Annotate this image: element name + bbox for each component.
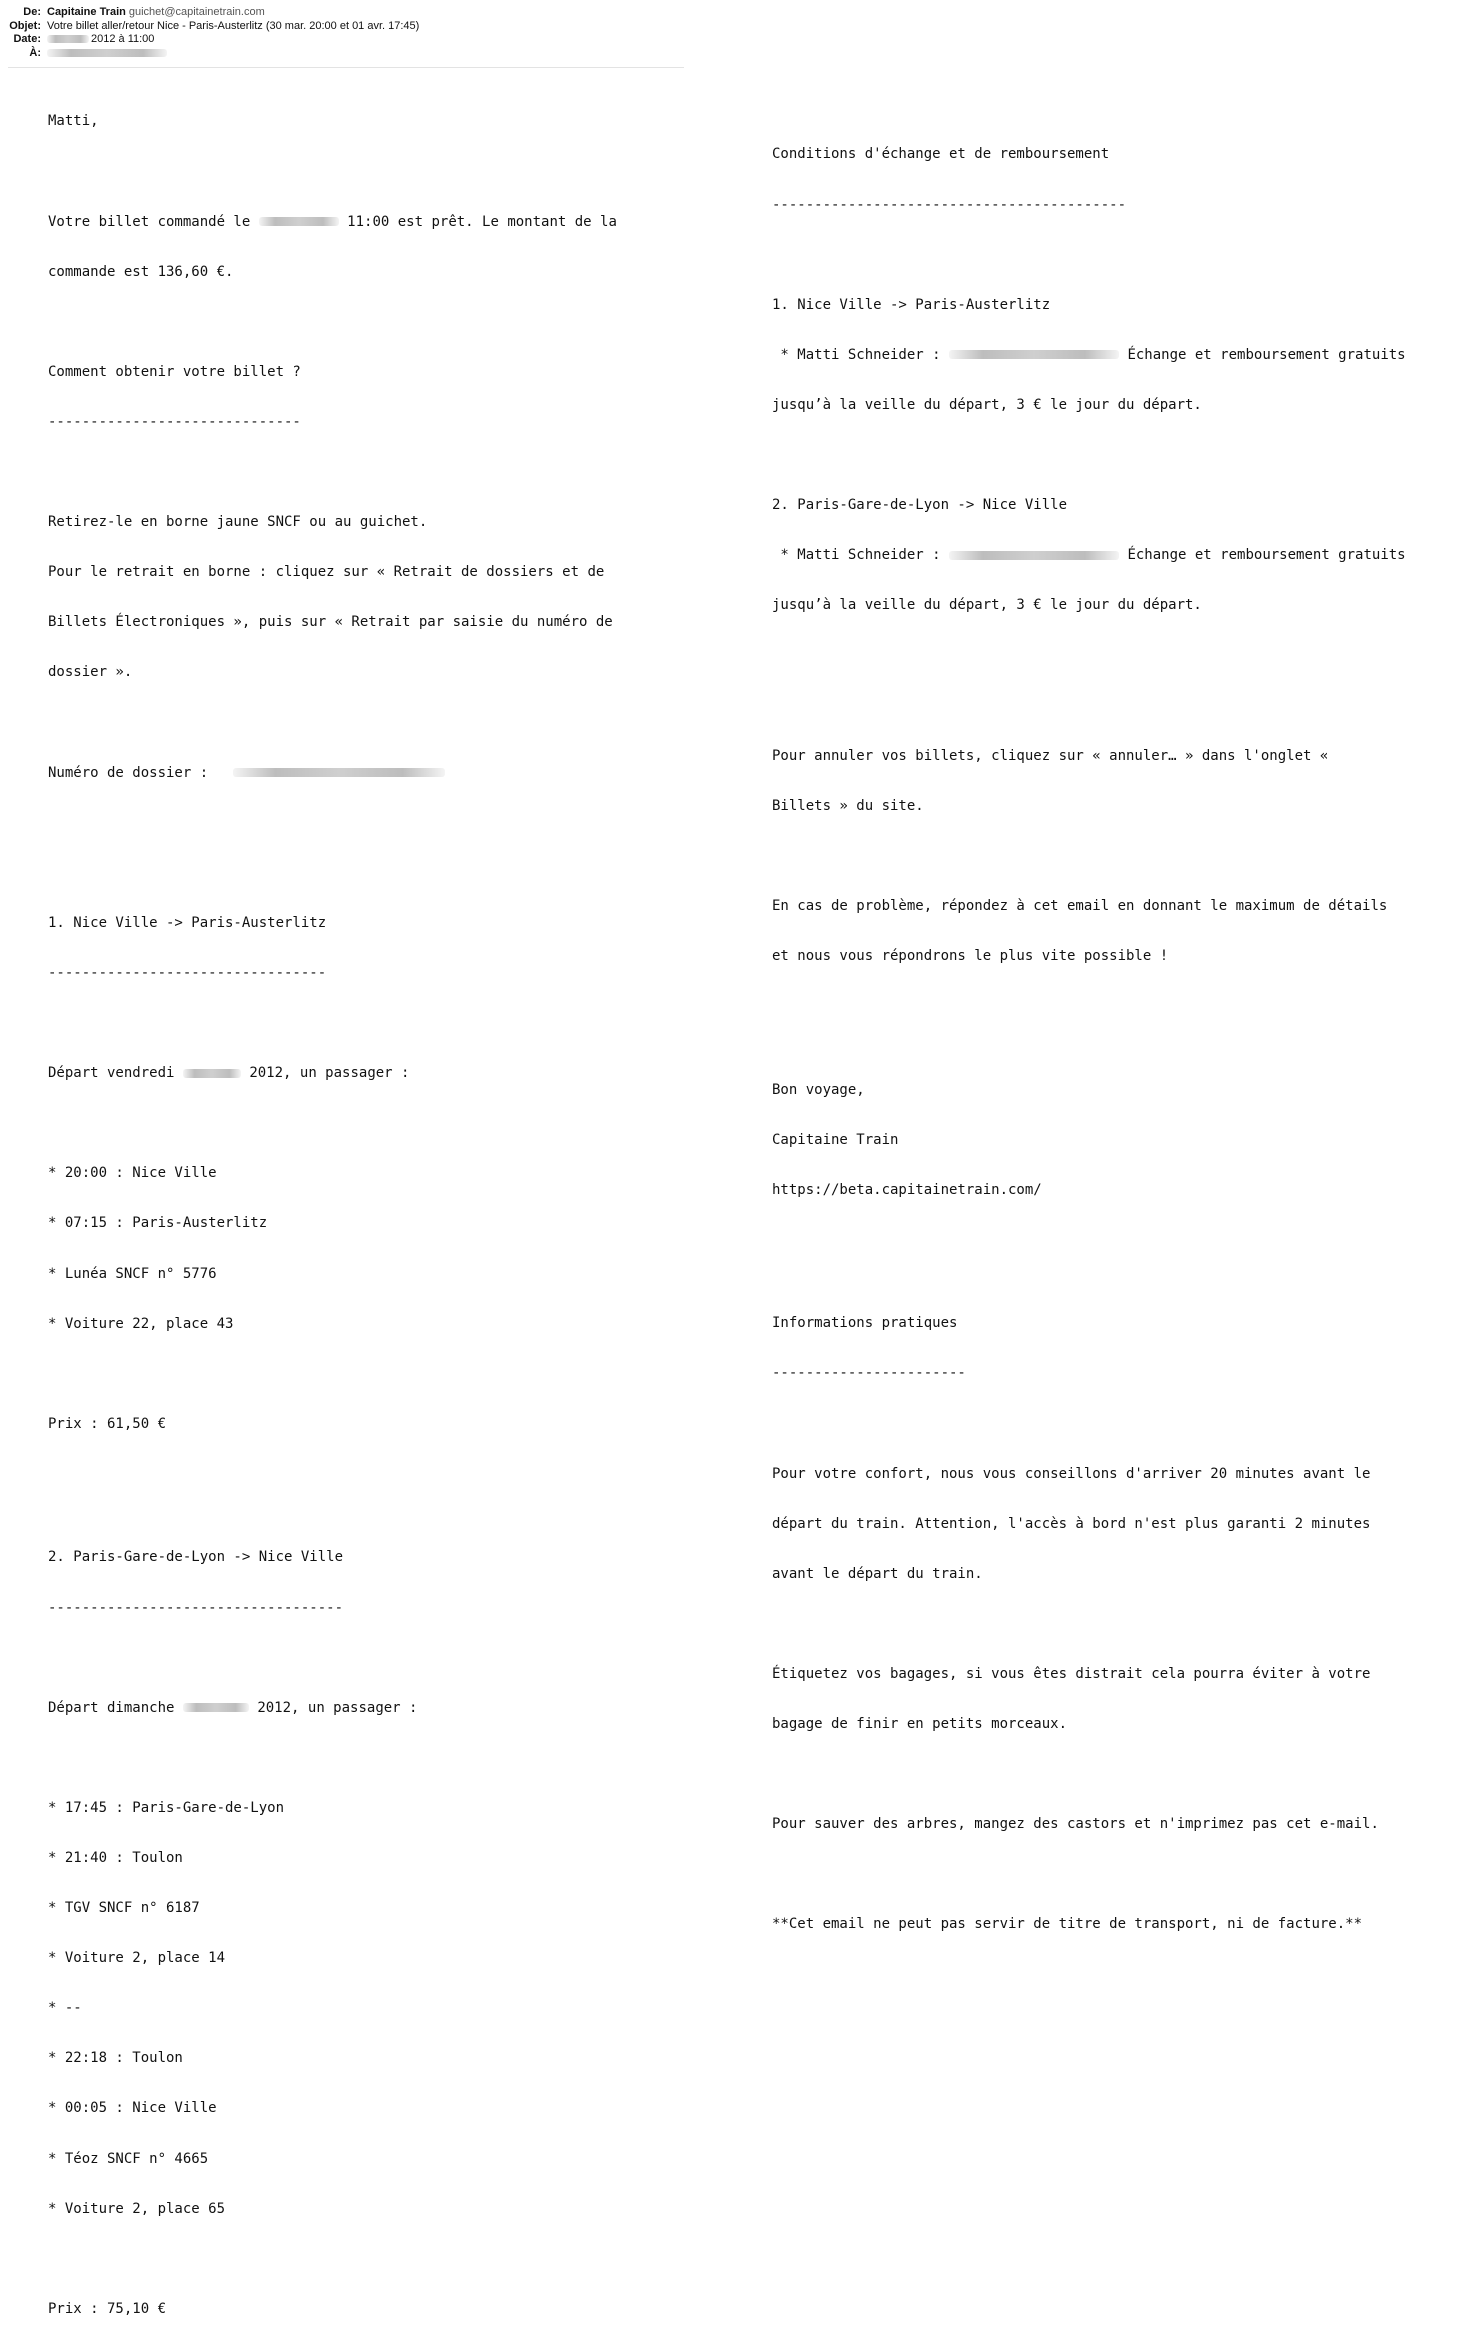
trip-2-item: * 00:05 : Nice Ville	[48, 2100, 217, 2117]
header-divider	[8, 67, 684, 68]
trip-2-item: * 21:40 : Toulon	[48, 1850, 183, 1867]
trip-1-item: * 07:15 : Paris-Austerlitz	[48, 1215, 268, 1232]
trip-2-rule: -----------------------------------	[48, 1599, 344, 1616]
date-value	[47, 33, 154, 47]
signoff-bon-voyage: Bon voyage,	[772, 1081, 865, 1098]
how-rule: ------------------------------	[48, 413, 301, 430]
problem-line-2: et nous vous répondrons le plus vite possible !	[772, 947, 1169, 964]
trip-1-title: 1. Nice Ville -> Paris-Austerlitz	[48, 914, 327, 931]
condition-2-text: jusqu’à la veille du départ, 3 € le jour du départ.	[772, 597, 1202, 614]
from-label: De:	[23, 6, 41, 18]
cancel-line-2: Billets » du site.	[772, 797, 924, 814]
trip-1-item: * 20:00 : Nice Ville	[48, 1165, 217, 1182]
trip-2-price: Prix : 75,10 €	[48, 2300, 167, 2317]
trip-2-depart: Départ dimanche 2012, un passager :	[48, 1699, 418, 1716]
condition-2-title: 2. Paris-Gare-de-Lyon -> Nice Ville	[772, 497, 1068, 514]
info-title: Informations pratiques	[772, 1315, 958, 1332]
sender[interactable]	[47, 6, 265, 20]
dossier-number: Numéro de dossier :	[48, 765, 617, 782]
redacted-recipient	[47, 49, 167, 57]
confort-line-2: départ du train. Attention, l'accès à bord n'est plus garanti 2 minutes	[772, 1515, 1371, 1532]
redacted-trip-2-date	[183, 1703, 249, 1712]
cancel-line-1: Pour annuler vos billets, cliquez sur « annuler… » dans l'onglet «	[772, 747, 1329, 764]
condition-1-text: jusqu’à la veille du départ, 3 € le jour du départ.	[772, 396, 1202, 413]
email-body-right	[772, 113, 1406, 1950]
conditions-rule: ------------------------------------------	[772, 196, 1127, 213]
sender-email[interactable]: guichet@capitainetrain.com	[128, 6, 265, 18]
trip-2-item: * Téoz SNCF n° 4665	[48, 2150, 209, 2167]
email-body-left	[48, 80, 617, 2334]
trip-1-item: * Lunéa SNCF n° 5776	[48, 1265, 217, 1282]
condition-1-passenger: * Matti Schneider : Échange et remboursement gratuits	[772, 346, 1406, 363]
trip-2-item: * 17:45 : Paris-Gare-de-Lyon	[48, 1799, 285, 1816]
redacted-ticket-number	[949, 350, 1119, 359]
trip-1-depart: Départ vendredi 2012, un passager :	[48, 1065, 410, 1082]
redacted-trip-1-date	[183, 1069, 241, 1078]
how-line-3: Billets Électroniques », puis sur « Retrait par saisie du numéro de	[48, 614, 613, 631]
recipient	[47, 47, 167, 61]
trip-2-item: * 22:18 : Toulon	[48, 2050, 183, 2067]
how-title: Comment obtenir votre billet ?	[48, 363, 301, 380]
confort-line-3: avant le départ du train.	[772, 1565, 983, 1582]
order-line-2: commande est 136,60 €.	[48, 263, 234, 280]
trip-2-title: 2. Paris-Gare-de-Lyon -> Nice Ville	[48, 1549, 344, 1566]
to-row	[0, 47, 690, 61]
to-label: À:	[29, 46, 41, 59]
condition-1-title: 1. Nice Ville -> Paris-Austerlitz	[772, 296, 1051, 313]
arbres-line: Pour sauver des arbres, mangez des castors et n'imprimez pas cet e-mail.	[772, 1816, 1379, 1833]
trip-1-rule: ---------------------------------	[48, 965, 327, 982]
condition-2-passenger: * Matti Schneider : Échange et remboursement gratuits	[772, 547, 1406, 564]
problem-line-1: En cas de problème, répondez à cet email en donnant le maximum de détails	[772, 897, 1388, 914]
how-line-4: dossier ».	[48, 664, 133, 681]
trip-2-item: * --	[48, 2000, 82, 2017]
bagages-line-2: bagage de finir en petits morceaux.	[772, 1716, 1068, 1733]
date-text: 2012 à 11:00	[91, 33, 155, 45]
bagages-line-1: Étiquetez vos bagages, si vous êtes distrait cela pourra éviter à votre	[772, 1665, 1371, 1682]
email-header	[0, 6, 690, 60]
trip-2-item: * TGV SNCF n° 6187	[48, 1900, 200, 1917]
date-label: Date:	[13, 33, 41, 45]
redacted-date	[47, 35, 89, 43]
trip-2-item: * Voiture 2, place 65	[48, 2200, 226, 2217]
signoff-company: Capitaine Train	[772, 1131, 899, 1148]
sender-name: Capitaine Train	[47, 6, 126, 18]
order-line-1: Votre billet commandé le 11:00 est prêt. Le montant de la	[48, 213, 617, 230]
redacted-dossier-number	[233, 768, 445, 777]
info-rule: -----------------------	[772, 1365, 966, 1382]
subject-row	[0, 20, 690, 34]
redacted-order-date	[259, 217, 339, 226]
trip-1-price: Prix : 61,50 €	[48, 1415, 167, 1432]
conditions-title: Conditions d'échange et de remboursement	[772, 146, 1110, 163]
greeting: Matti,	[48, 113, 99, 130]
how-line-1: Retirez-le en borne jaune SNCF ou au guichet.	[48, 514, 428, 531]
confort-line-1: Pour votre confort, nous vous conseillons d'arriver 20 minutes avant le	[772, 1465, 1371, 1482]
from-row	[0, 6, 690, 20]
trip-2-item: * Voiture 2, place 14	[48, 1950, 226, 1967]
subject-label: Objet:	[9, 19, 41, 32]
disclaimer-line: **Cet email ne peut pas servir de titre de transport, ni de facture.**	[772, 1916, 1363, 1933]
signoff-url-link[interactable]: https://beta.capitainetrain.com/	[772, 1181, 1042, 1198]
date-row	[0, 33, 690, 47]
subject-text: Votre billet aller/retour Nice - Paris-Austerlitz (30 mar. 20:00 et 01 avr. 17:45)	[47, 19, 420, 32]
redacted-ticket-number	[949, 551, 1119, 560]
trip-1-item: * Voiture 22, place 43	[48, 1315, 234, 1332]
how-line-2: Pour le retrait en borne : cliquez sur « Retrait de dossiers et de	[48, 564, 605, 581]
